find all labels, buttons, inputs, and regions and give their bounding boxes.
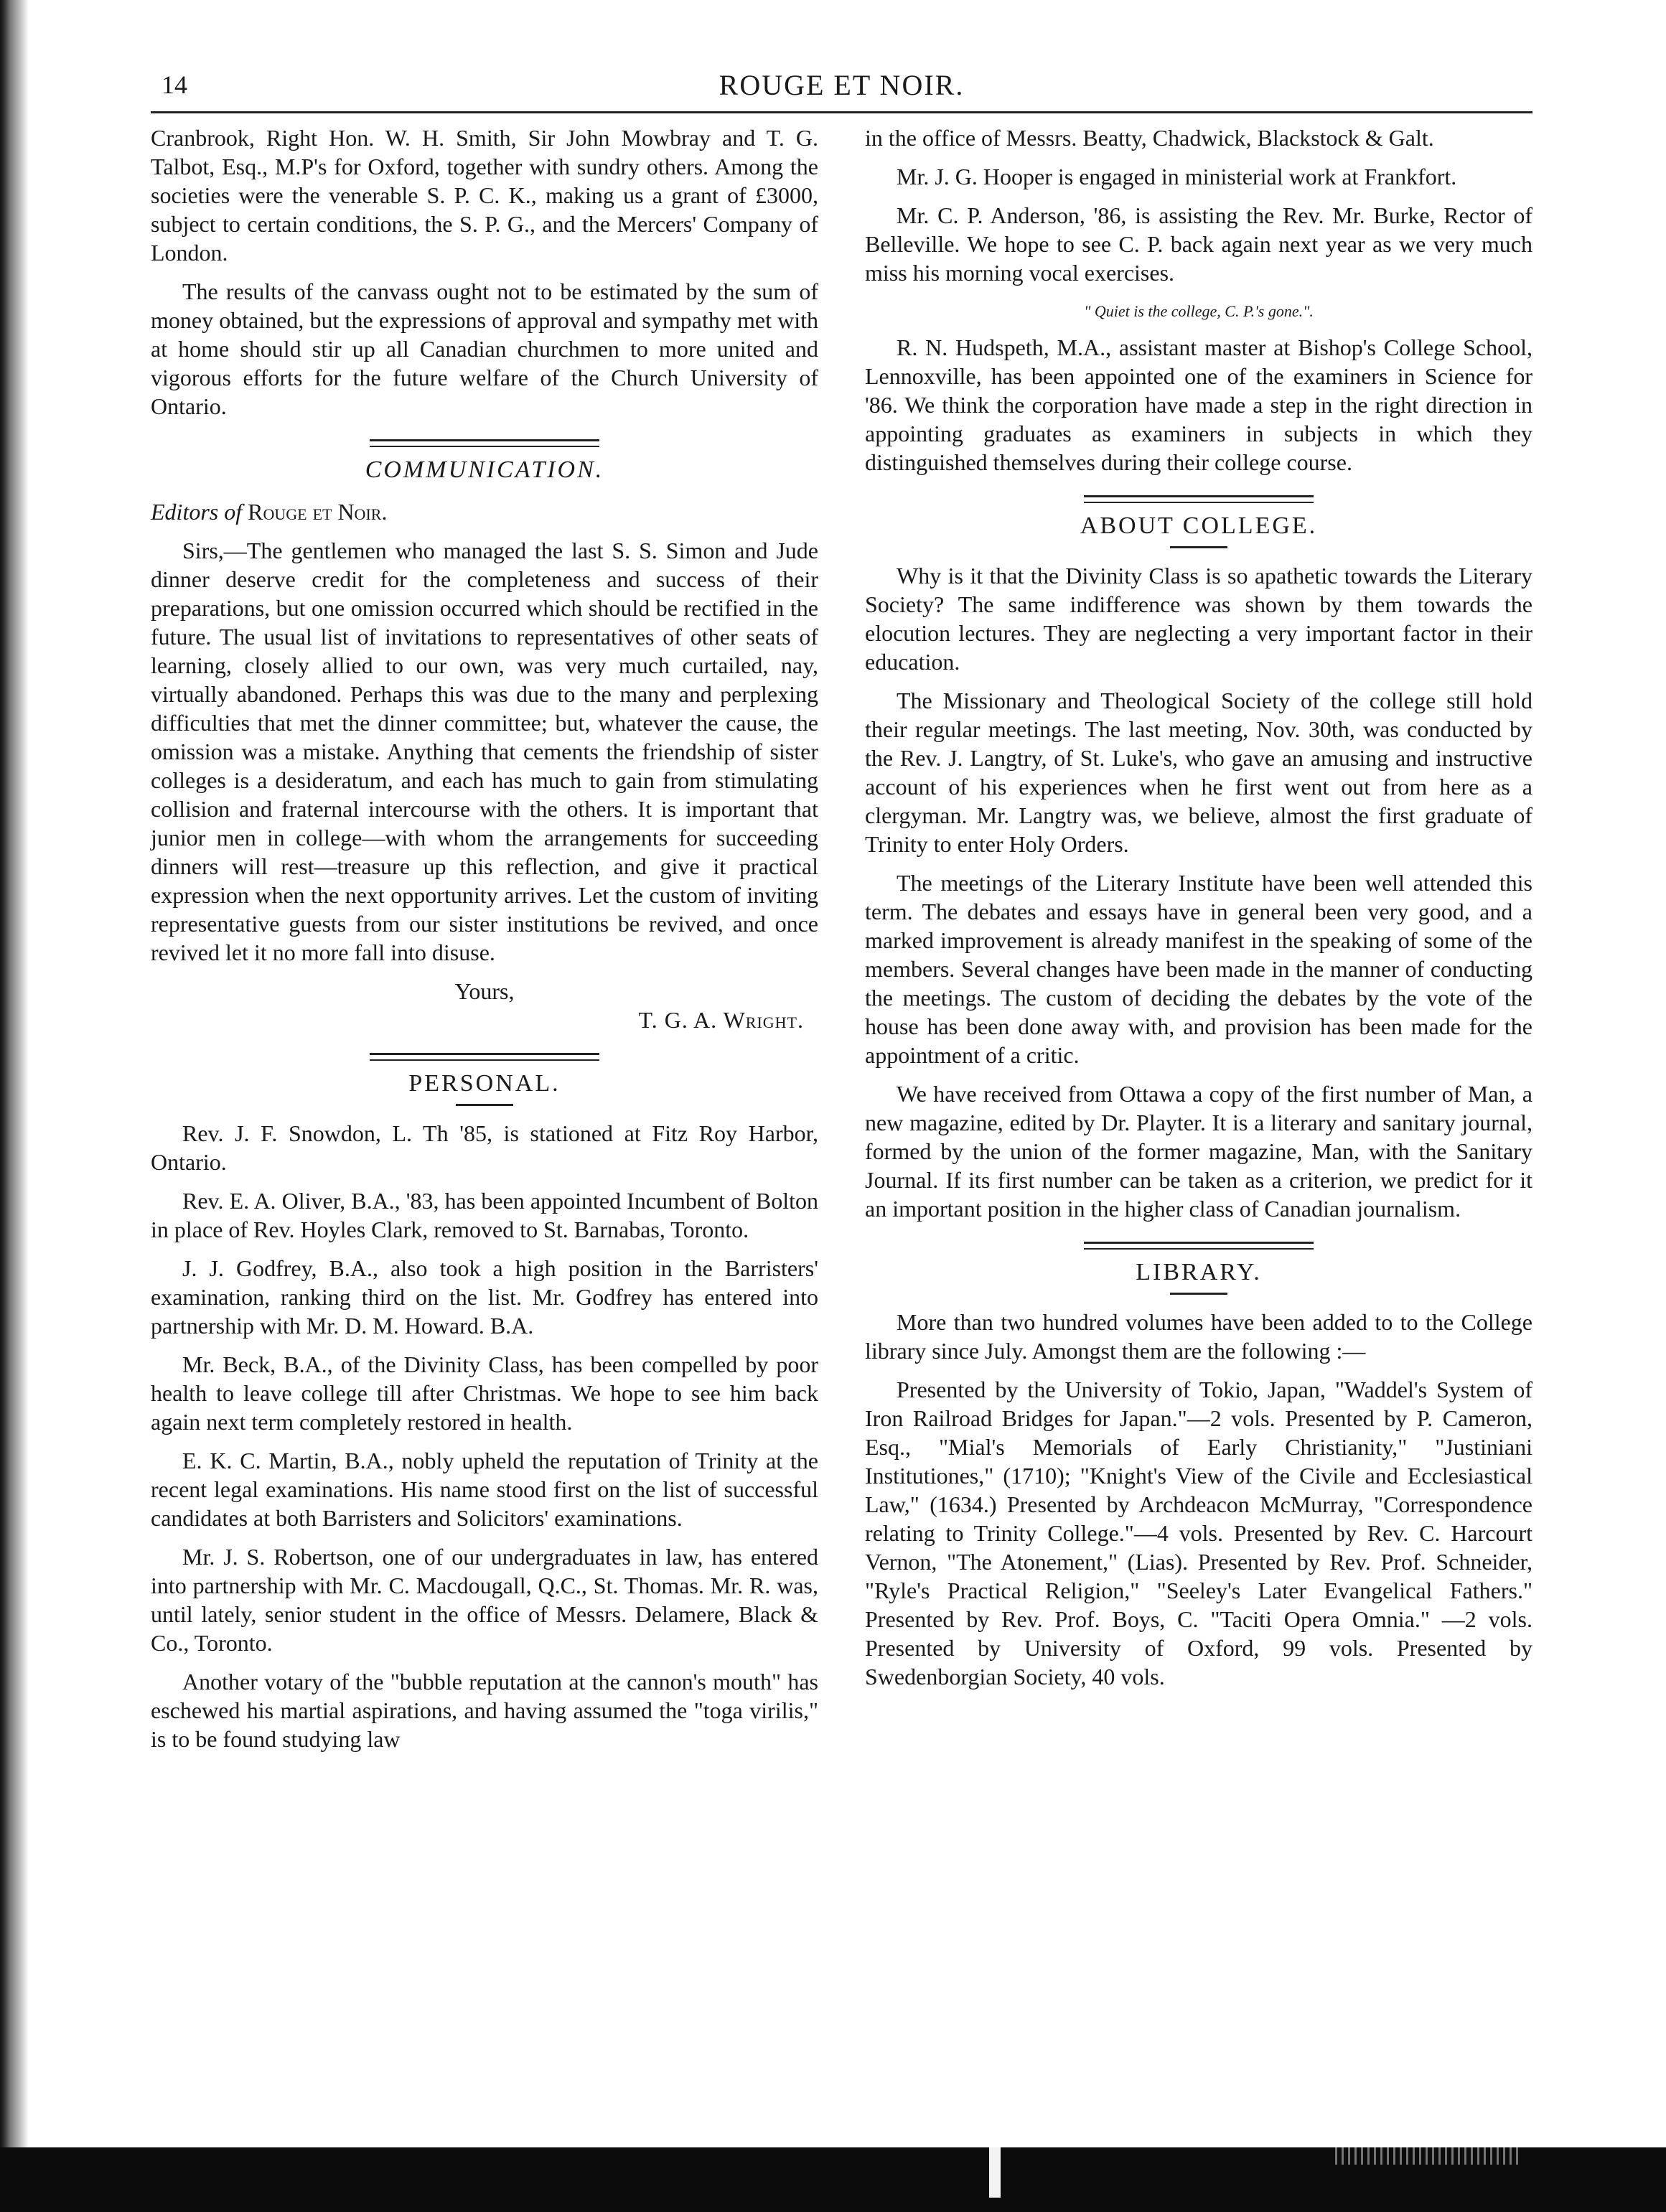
personal-item: Mr. J. S. Robertson, one of our undergraduates in law, has entered into partnership with Mr. C. Macdougall, Q.C., St. Thomas. Mr. R. was, until lately, senior student in the office of Messrs. Delamere, Black & Co., Toronto. bbox=[151, 1544, 818, 1656]
heading-rule bbox=[370, 1053, 599, 1061]
closing: Yours, bbox=[454, 978, 515, 1004]
salutation-journal: Rouge et Noir. bbox=[248, 499, 388, 525]
library-heading bbox=[865, 1242, 1532, 1295]
page-header bbox=[151, 68, 1532, 113]
personal-item: R. N. Hudspeth, M.A., assistant master at Bishop's College School, Lennoxville, has been appointed one of the examiners in Science for '86. We think the corporation have made a step in the right direction in appointing graduates as examiners in subjects in which they distinguished themselves during their college course. bbox=[865, 334, 1532, 475]
heading-underline bbox=[456, 1104, 513, 1106]
scan-noise bbox=[1335, 2147, 1522, 2165]
communication-heading bbox=[151, 439, 818, 484]
about-college-item: Why is it that the Divinity Class is so apathetic towards the Literary Society? The same indifference was shown by them towards the elocution lectures. They are neglecting a very important factor in their education. bbox=[865, 563, 1532, 675]
library-list: Presented by the University of Tokio, Japan, "Waddel's System of Iron Railroad Bridges for Japan."—2 vols. Presented by P. Cameron, Esq., "Mial's Memorials of Early Christianity," "Justiniani Institutiones," (1710); "Knight's View of the Civile and Ecclesiastical Law," (1634.) Presented by Archdeacon McMurray, "Correspondence relating to Trinity College."—4 vols. Presented by Rev. C. Harcourt Vernon, "The Atonement," (Lias). Presented by Rev. Prof. Schneider, "Ryle's Practical Religion," "Seeley's Later Evangelical Fathers." Presented by Rev. Prof. Boys, C. "Taciti Opera Omnia." —2 vols. Presented by University of Oxford, 99 vols. Presented by Swedenborgian Society, 40 vols. bbox=[865, 1377, 1532, 1690]
communication-heading-text: COMMUNICATION. bbox=[365, 456, 604, 483]
about-college-item: We have received from Ottawa a copy of the first number of Man, a new magazine, edited by Dr. Playter. It is a literary and sanitary journal, formed by the union of the former magazine, Man, with the Sanitary Journal. If its first number can be taken as a criterion, we predict for it an important position in the higher class of Canadian journalism. bbox=[865, 1081, 1532, 1222]
personal-item: Rev. J. F. Snowdon, L. Th '85, is stationed at Fitz Roy Harbor, Ontario. bbox=[151, 1120, 818, 1175]
heading-underline bbox=[1170, 546, 1227, 548]
personal-item: Another votary of the "bubble reputation at the cannon's mouth" has eschewed his martial aspirations, and having assumed the "toga virilis," is to be found studying law bbox=[151, 1669, 818, 1752]
personal-item: Mr. J. G. Hooper is engaged in ministerial work at Frankfort. bbox=[897, 164, 1457, 189]
intro-paragraph: The results of the canvass ought not to be estimated by the sum of money obtained, but the expressions of approval and sympathy met with at home should stir up all Canadian churchmen to more united and vigorous efforts for the future welfare of the Church University of Ontario. bbox=[151, 278, 818, 419]
heading-rule bbox=[370, 439, 599, 447]
personal-item: Rev. E. A. Oliver, B.A., '83, has been appointed Incumbent of Bolton in place of Rev. Hoyles Clark, removed to St. Barnabas, Toronto. bbox=[151, 1188, 818, 1242]
heading-underline bbox=[1170, 1293, 1227, 1295]
library-intro: More than two hundred volumes have been added to to the College library since July. Amongst them are the following :— bbox=[865, 1309, 1532, 1364]
personal-item: Mr. Beck, B.A., of the Divinity Class, has been compelled by poor health to leave college till after Christmas. We hope to see him back again next term completely restored in health. bbox=[151, 1351, 818, 1435]
about-college-heading-text: ABOUT COLLEGE. bbox=[1080, 512, 1318, 539]
personal-continued: in the office of Messrs. Beatty, Chadwick, Blackstock & Galt. bbox=[865, 125, 1434, 151]
library-heading-text: LIBRARY. bbox=[1136, 1259, 1262, 1285]
salutation bbox=[151, 497, 818, 526]
intro-paragraph: Cranbrook, Right Hon. W. H. Smith, Sir John Mowbray and T. G. Talbot, Esq., M.P's for Oxford, together with sundry others. Among the societies were the venerable S. P. C. K., making us a grant of £3000, subject to certain conditions, the S. P. G., and the Mercers' Company of London. bbox=[151, 125, 818, 266]
personal-item: E. K. C. Martin, B.A., nobly upheld the reputation of Trinity at the recent legal examinations. His name stood first on the list of successful candidates at both Barristers and Solicitors' examinations. bbox=[151, 1448, 818, 1531]
personal-heading bbox=[151, 1053, 818, 1106]
left-column bbox=[151, 123, 818, 1763]
scan-left-edge bbox=[0, 0, 29, 2212]
personal-item: J. J. Godfrey, B.A., also took a high position in the Barristers' examination, ranking third on the list. Mr. Godfrey has entered into partnership with Mr. D. M. Howard. B.A. bbox=[151, 1255, 818, 1339]
scan-notch bbox=[989, 2147, 1001, 2198]
communication-body: Sirs,—The gentlemen who managed the last S. S. Simon and Jude dinner deserve credit for the completeness and success of their preparations, but one omission occurred which should be rectified in the future. The usual list of invitations to representatives of other seats of learning, closely allied to our own, was very much curtailed, nay, virtually abandoned. Perhaps this was due to the many and perplexing difficulties that met the dinner committee; but, whatever the cause, the omission was a mistake. Anything that cements the friendship of sister colleges is a desideratum, and each has much to gain from stimulating collision and fraternal intercourse with the others. It is important that junior men in college—with whom the arrangements for succeeding dinners will rest—treasure up this reflection, and give it practical expression when the next opportunity arrives. Let the custom of inviting representative guests from our sister institutions be revived, and once revived let it no more fall into disuse. bbox=[151, 538, 818, 965]
scan-bottom-edge bbox=[0, 2147, 1666, 2212]
about-college-item: The meetings of the Literary Institute have been well attended this term. The debates and essays have in general been very good, and a marked improvement is already manifest in the speaking of some of the members. Several changes have been made in the manner of conducting the meetings. The custom of deciding the debates by the vote of the house has been done away with, and provision has been made for the appointment of a critic. bbox=[865, 870, 1532, 1068]
about-college-item: The Missionary and Theological Society of the college still hold their regular meetings. The last meeting, Nov. 30th, was conducted by the Rev. J. Langtry, of St. Luke's, who gave an amusing and instructive account of his experiences when he first went out from here as a clergyman. Mr. Langtry was, we believe, almost the first graduate of Trinity to enter Holy Orders. bbox=[865, 688, 1532, 857]
personal-heading-text: PERSONAL. bbox=[408, 1070, 561, 1097]
journal-title: ROUGE ET NOIR. bbox=[719, 69, 965, 101]
right-column bbox=[865, 123, 1532, 1763]
salutation-prefix: Editors of bbox=[151, 499, 243, 525]
about-college-heading bbox=[865, 495, 1532, 548]
heading-rule bbox=[1084, 1242, 1314, 1250]
page-number: 14 bbox=[162, 70, 187, 99]
newspaper-page bbox=[151, 68, 1532, 1763]
personal-item: Mr. C. P. Anderson, '86, is assisting the Rev. Mr. Burke, Rector of Belleville. We hope to see C. P. back again next year as we very much miss his morning vocal exercises. bbox=[865, 202, 1532, 286]
columns bbox=[151, 123, 1532, 1763]
signature: T. G. A. Wright. bbox=[638, 1007, 804, 1033]
heading-rule bbox=[1084, 495, 1314, 503]
quote-line: " Quiet is the college, C. P.'s gone.". bbox=[1084, 302, 1314, 320]
